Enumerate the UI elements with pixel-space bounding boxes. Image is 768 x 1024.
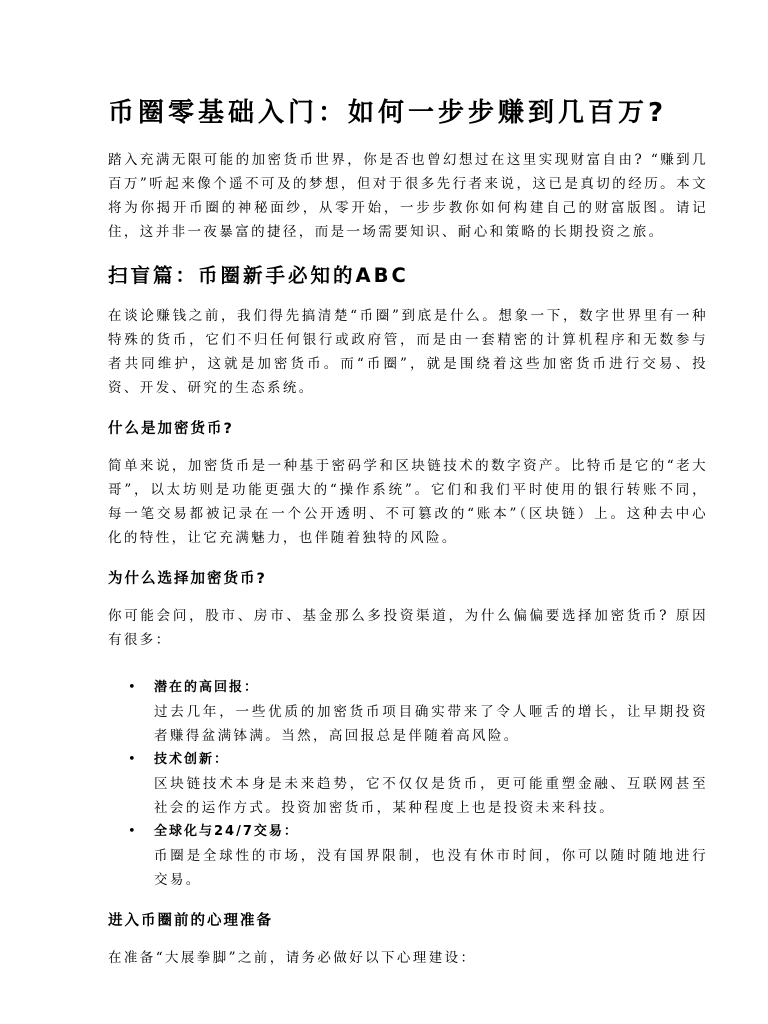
list-item-description: 过去几年，一些优质的加密货币项目确实带来了令人咂舌的增长，让早期投资者赚得盆满钵满。当然，高回报总是伴随着高风险。 xyxy=(154,704,708,744)
basics-paragraph: 在谈论赚钱之前，我们得先搞清楚“币圈”到底是什么。想象一下，数字世界里有一种特殊的货币，它们不归任何银行或政府管，而是由一套精密的计算机程序和无数参与者共同维护，这就是加密货币。而“币圈”，就是围绕着这些加密货币进行交易、投资、开发、研究的生态系统。 xyxy=(108,308,708,396)
list-item xyxy=(108,676,708,748)
list-item-title: 潜在的高回报： xyxy=(154,680,260,695)
bullet-icon: • xyxy=(128,680,136,695)
what-is-crypto-paragraph: 简单来说，加密货币是一种基于密码学和区块链技术的数字资产。比特币是它的“老大哥”，以太坊则是功能更强大的“操作系统”。它们和我们平时使用的银行转账不同，每一笔交易都被记录在一个公开透明、不可篡改的“账本”（区块链）上。这种去中心化的特性，让它充满魅力，也伴随着独特的风险。 xyxy=(108,458,708,546)
page-title: 币圈零基础入门：如何一步步赚到几百万? xyxy=(108,98,668,128)
subheading-why-choose-crypto: 为什么选择加密货币? xyxy=(108,571,267,587)
section-heading-basics: 扫盲篇：币圈新手必知的ABC xyxy=(108,264,409,287)
list-item-title: 全球化与24/7交易： xyxy=(154,824,299,839)
reasons-list xyxy=(108,676,708,892)
mental-preparation-paragraph: 在准备“大展拳脚”之前，请务必做好以下心理建设： xyxy=(108,950,477,966)
bullet-icon: • xyxy=(128,752,136,767)
bullet-icon: • xyxy=(128,824,136,839)
list-item-title: 技术创新： xyxy=(154,752,230,767)
list-item xyxy=(108,820,708,892)
list-item-description: 币圈是全球性的市场，没有国界限制，也没有休市时间，你可以随时随地进行交易。 xyxy=(154,848,708,888)
why-choose-paragraph: 你可能会问，股市、房市、基金那么多投资渠道，为什么偏偏要选择加密货币? 原因有很多： xyxy=(108,608,708,648)
intro-paragraph: 踏入充满无限可能的加密货币世界，你是否也曾幻想过在这里实现财富自由? “赚到几百万”听起来像个遥不可及的梦想，但对于很多先行者来说，这已是真切的经历。本文将为你揭开币圈的神秘面纱，从零开始，一步步教你如何构建自己的财富版图。请记住，这并非一夜暴富的捷径，而是一场需要知识、耐心和策略的长期投资之旅。 xyxy=(108,152,708,240)
list-item-description: 区块链技术本身是未来趋势，它不仅仅是货币，更可能重塑金融、互联网甚至社会的运作方式。投资加密货币，某种程度上也是投资未来科技。 xyxy=(154,776,708,816)
subheading-what-is-crypto: 什么是加密货币? xyxy=(108,421,234,437)
list-item xyxy=(108,748,708,820)
subheading-mental-preparation: 进入币圈前的心理准备 xyxy=(108,913,273,929)
